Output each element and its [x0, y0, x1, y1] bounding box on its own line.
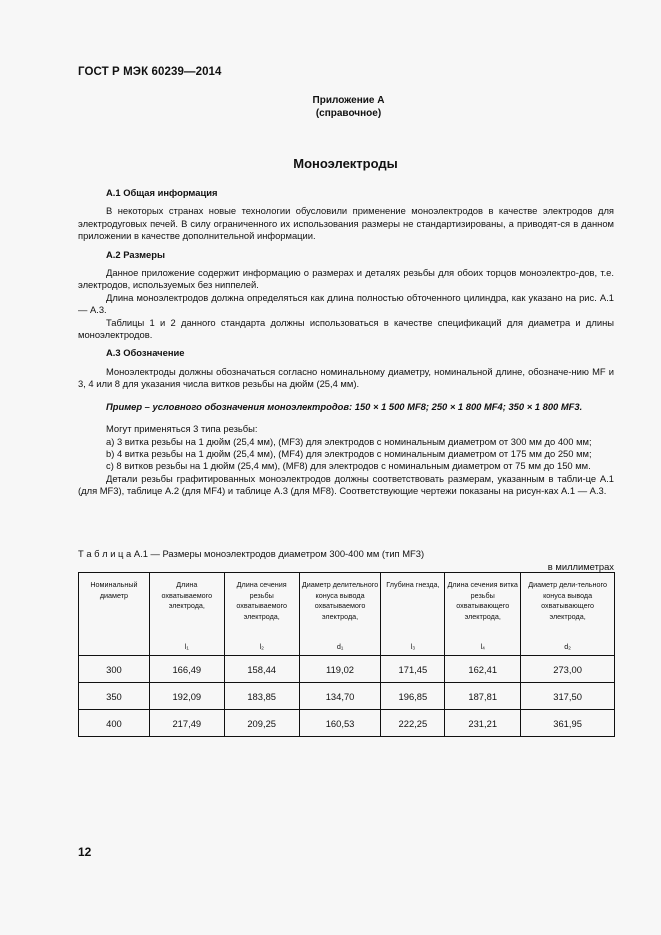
section-a3-paragraph-1: Моноэлектроды должны обозначаться согласно номинальному диаметру, номинальной длине, обозначе-нию MF и 3, 4 или 8 для указания числа витков резьбы на дюйм (25,4 мм).	[78, 365, 614, 390]
table-cell: 231,21	[445, 710, 521, 737]
table-cell: 158,44	[224, 656, 299, 683]
designation-example: Пример – условного обозначения моноэлектродов: 150 × 1 500 MF8; 250 × 1 800 MF4; 350 × 1 800 MF3.	[106, 400, 583, 412]
table-units: в миллиметрах	[547, 561, 614, 572]
table-cell: 400	[79, 710, 150, 737]
table-row	[79, 683, 615, 710]
section-a3-paragraph-2: Могут применяться 3 типа резьбы:	[106, 423, 258, 435]
section-a2-paragraph-1: Данное приложение содержит информацию о размерах и деталях резьбы для обоих торцов моноэлектро-дов, т.е. электродов, используемых без ниппелей.	[78, 267, 614, 291]
table-row	[79, 656, 615, 683]
standard-header: ГОСТ Р МЭК 60239—2014	[78, 66, 222, 78]
column-header: Номинальный диаметр	[79, 573, 150, 656]
table-cell: 317,50	[521, 683, 615, 710]
table-cell: 171,45	[381, 656, 445, 683]
column-header: Длина сечения витка резьбы охватывающего электрода, l₄	[445, 573, 521, 656]
table-cell: 183,85	[224, 683, 299, 710]
section-a3-paragraph-3: Детали резьбы графитированных моноэлектродов должны соответствовать размерам, указанным в табли-це А.1 (для MF3), таблице А.2 (для MF4) и таблице А.3 (для MF8). Соответствующие чертежи показаны на рисун-ках А.1 — А.3.	[78, 472, 614, 497]
section-a1-heading: А.1 Общая информация	[106, 187, 218, 198]
table-cell: 166,49	[149, 656, 224, 683]
table-cell: 273,00	[521, 656, 615, 683]
table-row	[79, 710, 615, 737]
column-header: Длина охватываемого электрода, l₁	[149, 573, 224, 656]
thread-type-b: b) 4 витка резьбы на 1 дюйм (25,4 мм), (MF4) для электродов с номинальным диаметром от 175 мм до 250 мм;	[106, 447, 592, 459]
column-header: Длина сечения резьбы охватываемого электрода, l₂	[224, 573, 299, 656]
section-a2-paragraph-2: Длина моноэлектродов должна определяться как длина полностью обточенного цилиндра, как указано на рис. А.1 — А.3.	[78, 291, 614, 316]
main-title: Моноэлектроды	[293, 156, 398, 171]
section-a2-heading: А.2 Размеры	[106, 248, 165, 260]
document-body	[78, 187, 614, 498]
column-header: Диаметр делительного конуса вывода охватываемого электрода, d₁	[299, 573, 381, 656]
table-cell: 187,81	[445, 683, 521, 710]
table-cell: 119,02	[299, 656, 381, 683]
table-cell: 217,49	[149, 710, 224, 737]
annex-heading	[0, 94, 661, 120]
table-cell: 134,70	[299, 683, 381, 710]
page-number: 12	[78, 845, 92, 859]
table-cell: 361,95	[521, 710, 615, 737]
table-cell: 300	[79, 656, 150, 683]
annex-title: Приложение А	[312, 95, 385, 106]
table-cell: 350	[79, 683, 150, 710]
thread-type-c: с) 8 витков резьбы на 1 дюйм (25,4 мм), (MF8) для электродов с номинальным диаметром от 75 мм до 150 мм.	[106, 460, 591, 472]
section-a3-heading: А.3 Обозначение	[106, 347, 185, 359]
table-cell: 222,25	[381, 710, 445, 737]
column-header: Диаметр дели-тельного конуса вывода охватывающего электрода, d₂	[521, 573, 615, 656]
table-header-row	[79, 573, 615, 656]
table-cell: 196,85	[381, 683, 445, 710]
thread-type-a: а) 3 витка резьбы на 1 дюйм (25,4 мм), (MF3) для электродов с номинальным диаметром от 300 мм до 400 мм;	[106, 435, 592, 447]
table-cell: 162,41	[445, 656, 521, 683]
table-cell: 209,25	[224, 710, 299, 737]
table-cell: 160,53	[299, 710, 381, 737]
dimensions-table	[78, 572, 615, 737]
table-caption: Т а б л и ц а А.1 — Размеры моноэлектродов диаметром 300-400 мм (тип MF3)	[78, 548, 425, 559]
section-a1-paragraph: В некоторых странах новые технологии обусловили применение моноэлектродов в качестве электродов для электродуговых печей. В силу ограниченного их использования размеры не стандартизированы, а приводят-ся в данном приложении в качестве дополнительной информации.	[78, 205, 614, 242]
annex-subtitle: (справочное)	[315, 108, 382, 119]
table-cell: 192,09	[149, 683, 224, 710]
section-a2-paragraph-3: Таблицы 1 и 2 данного стандарта должны использоваться в качестве спецификаций для диаметра и длины моноэлектродов.	[78, 316, 614, 341]
column-header: Глубина гнезда, l₃	[381, 573, 445, 656]
